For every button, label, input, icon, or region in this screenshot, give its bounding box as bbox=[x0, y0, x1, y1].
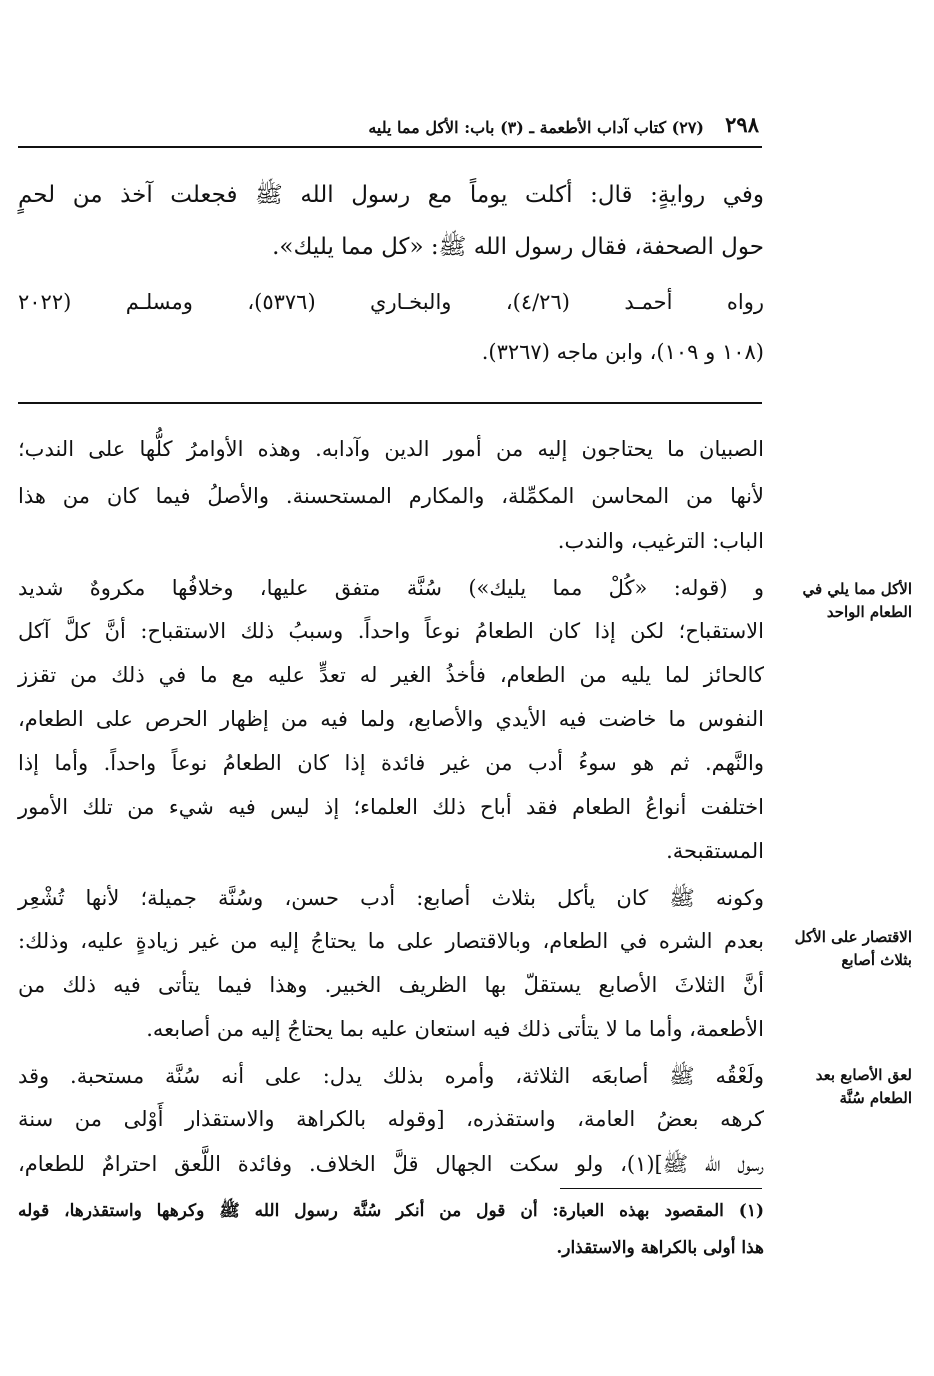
commentary-line: كالحائز لما يليه من الطعام، فأخذُ الغير له تعدٍّ عليه مع ما في ذلك من تقزز bbox=[18, 663, 764, 687]
commentary-line: رسول الله ﷺ](١)، ولو سكت الجهال قلَّ الخلاف. وفائدة اللَّعق احترامٌ للطعام، bbox=[18, 1152, 764, 1176]
side-note: الاقتصار على الأكل بثلاث أصابع bbox=[794, 928, 912, 969]
side-note: الأكل مما يلي في الطعام الواحد bbox=[802, 580, 912, 621]
commentary-line: النفوس ما خاضت فيه الأيدي والأصابع، ولما فيه من إظهار الحرص على الطعام، bbox=[18, 707, 764, 731]
commentary-line: الصبيان ما يحتاجون إليه من أمور الدين وآدابه. وهذه الأوامرُ كلُّها على الندب؛ bbox=[18, 437, 764, 461]
section-rule bbox=[18, 402, 762, 404]
hadith-line: رواه أحمـد (٤/٢٦)، والبخـاري (٥٣٧٦)، ومسلـم (٢٠٢٢ bbox=[18, 290, 764, 314]
commentary-line: بعدم الشره في الطعام، وبالاقتصار على ما يحتاجُ إليه من غير زيادةٍ عليه، وذلك: bbox=[18, 929, 764, 953]
running-title: (٢٧) كتاب آداب الأطعمة ـ (٣) باب: الأكل مما يليه bbox=[368, 118, 704, 137]
page-number: ٢٩٨ bbox=[725, 112, 759, 137]
commentary-line: المستقبحة. bbox=[666, 839, 764, 863]
commentary-line: الأطعمة، وأما ما لا يتأتى ذلك فيه استعان عليه بما يحتاجُ إليه من أصابعه. bbox=[146, 1017, 764, 1041]
footnote-line: هذا أولى بالكراهة والاستقذار. bbox=[556, 1238, 764, 1258]
header-rule bbox=[18, 146, 762, 148]
commentary-line: لأنها من المحاسن المكمِّلة، والمكارم المستحسنة. والأصلُ فيما كان من هذا bbox=[18, 484, 764, 508]
footnote-rule bbox=[560, 1188, 762, 1189]
footnote-line: (١) المقصود بهذه العبارة: أن قول من أنكر سُنَّة رسول الله ﷺ وكرهها واستقذرها، قوله bbox=[18, 1201, 764, 1221]
commentary-line: والنَّهم. ثم هو سوءُ أدب من غير فائدة إذا كان الطعامُ نوعاً واحداً. وأما إذا bbox=[18, 751, 764, 775]
commentary-line: الباب: الترغيب، والندب. bbox=[557, 529, 764, 553]
hadith-line: حول الصحفة، فقال رسول الله ﷺ: «كل مما يليك». bbox=[272, 234, 764, 260]
hadith-line: وفي روايةٍ: قال: أكلت يوماً مع رسول الله ﷺ فجعلت آخذ من لحمٍ bbox=[18, 182, 764, 208]
commentary-line: وكونه ﷺ كان يأكل بثلاث أصابع: أدب حسن، وسُنَّة جميلة؛ لأنها تُشْعِر bbox=[18, 886, 764, 910]
commentary-line: كرهه بعضُ العامة، واستقذره، [وقوله بالكراهة والاستقذار أَوْلى من سنة bbox=[18, 1107, 764, 1131]
hadith-line: (١٠٨ و ١٠٩)، وابن ماجه (٣٢٦٧). bbox=[481, 340, 764, 364]
commentary-line: أنَّ الثلاثَ الأصابع يستقلّ بها الظريف الخبير. وهذا فيما يتأتى فيه ذلك من bbox=[18, 973, 764, 997]
side-note: لعق الأصابع بعد الطعام سُنَّة bbox=[815, 1066, 912, 1107]
commentary-line: و (قوله: «كُلْ مما يليك») سُنَّة متفق عليها، وخلافُها مكروهٌ شديد bbox=[18, 576, 764, 600]
commentary-line: الاستقباح؛ لكن إذا كان الطعامُ نوعاً واحداً. وسببُ ذلك الاستقباح: أنَّ كلَّ آكل bbox=[18, 619, 764, 643]
commentary-line: ولَعْقُه ﷺ أصابعَه الثلاثة، وأمره بذلك يدل: على أنه سُنَّة مستحبة. وقد bbox=[18, 1064, 764, 1088]
commentary-line: اختلفت أنواعُ الطعام فقد أباح ذلك العلماء؛ إذ ليس فيه شيء من تلك الأمور bbox=[18, 795, 764, 819]
